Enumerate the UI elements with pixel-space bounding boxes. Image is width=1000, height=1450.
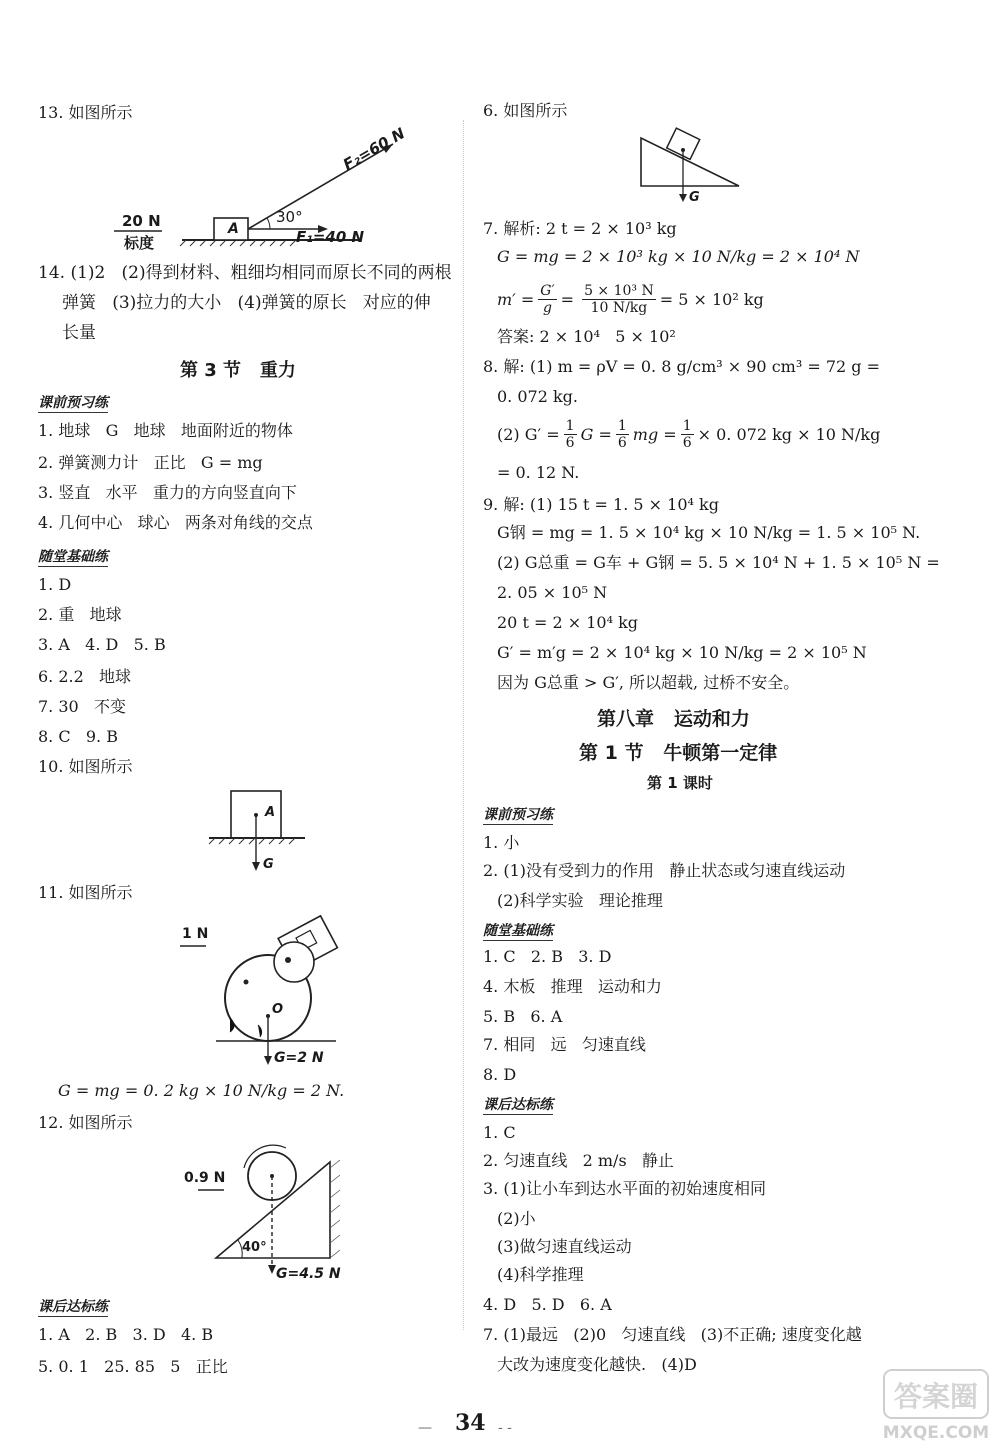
in-class-label: 随堂基础练 (38, 546, 108, 567)
fraction-b (616, 418, 629, 451)
watermark-logo (880, 1368, 992, 1444)
section-3-title: 第 3 节 重力 (180, 360, 296, 381)
r-answer-8-line3 (497, 412, 880, 456)
r-after-answer-7: 7. (1)最远 (2)0 匀速直线 (3)不正确; 速度变化越 (483, 1325, 862, 1344)
fraction-a-numerator: 1 (565, 417, 575, 434)
fraction-c-denominator: 6 (682, 434, 692, 451)
basic-answer-1: 1. D (38, 575, 72, 594)
r-answer-9-line1: 9. 解: (1) 15 t = 1. 5 × 10⁴ kg (483, 495, 719, 514)
pre-answer-1: 1. 地球 G 地球 地面附近的物体 (38, 421, 293, 440)
gravity-label: G (263, 857, 274, 872)
basic-answer-11: 11. 如图所示 (38, 883, 133, 902)
r-after-answer-3d: (4)科学推理 (497, 1265, 584, 1284)
r-answer-9-line2: G钢 = mg = 1. 5 × 10⁴ kg × 10 N/kg = 1. 5 × 10⁵ N. (497, 523, 921, 542)
lesson-title: 第 1 课时 (647, 774, 713, 792)
r-answer-8-line1: 8. 解: (1) m = ρV = 0. 8 g/cm³ × 90 cm³ = 72 g = (483, 357, 880, 376)
q14-line1: 14. (1)2 (2)得到材料、粗细均相同而原长不同的两根 (38, 263, 452, 283)
fraction-a (564, 418, 577, 451)
r-answer-9-line7: 因为 G总重 > G′, 所以超载, 过桥不安全。 (497, 673, 800, 692)
r-after-answer-3: 3. (1)让小车到达水平面的初始速度相同 (483, 1179, 767, 1198)
r-answer-7-line1: 7. 解析: 2 t = 2 × 10³ kg (483, 219, 677, 238)
formula-result: × 0. 072 kg × 10 N/kg (697, 424, 881, 444)
chapter-title: 第八章 运动和力 (597, 708, 750, 730)
figure-r6 (635, 124, 745, 208)
angle-label: 30° (276, 208, 303, 226)
gravity-label: G=4.5 N (276, 1266, 341, 1282)
r-answer-9-line4: 2. 05 × 10⁵ N (497, 583, 608, 602)
q14-line2: 弹簧 (3)拉力的大小 (4)弹簧的原长 对应的伸 (62, 293, 431, 313)
fraction-b-numerator: 1 (617, 417, 627, 434)
r-after-answer-2: 2. 匀速直线 2 m/s 静止 (483, 1151, 674, 1170)
formula-lhs: m′ = (497, 289, 535, 309)
gravity-label: G (689, 190, 700, 205)
formula-mid: G = (580, 424, 612, 444)
r-answer-6: 6. 如图所示 (483, 101, 568, 120)
r-answer-9-line3: (2) G总重 = G车 + G钢 = 5. 5 × 10⁴ N + 1. 5 × 10⁵ N = (497, 553, 940, 572)
in-class-label: 随堂基础练 (483, 920, 553, 941)
r-answer-7-line2: G = mg = 2 × 10³ kg × 10 N/kg = 2 × 10⁴ N (497, 247, 860, 266)
fraction-1-denominator: g (543, 299, 552, 316)
r-answer-7-line3: m′ = $\frac{G'}{g}$ = $\frac{\text{5 × 10³ N}}{10 N/kg}$ = 5 × 10² kg (497, 282, 764, 316)
r-pre-answer-1: 1. 小 (483, 833, 520, 852)
page-dash-left: — (418, 1420, 432, 1436)
fraction-1-numerator: G′ (540, 282, 555, 299)
r-after-answer-4-6: 4. D 5. D 6. A (483, 1295, 612, 1314)
basic-answer-8-9: 8. C 9. B (38, 727, 118, 746)
r-after-answer-1: 1. C (483, 1123, 516, 1142)
fraction-2 (582, 283, 656, 316)
fraction-2-denominator: 10 N/kg (590, 299, 648, 316)
column-divider (463, 120, 464, 1330)
r-answer-9-line5: 20 t = 2 × 10⁴ kg (497, 613, 639, 632)
q11-equation: G = mg = 0. 2 kg × 10 N/kg = 2 N. (58, 1081, 345, 1100)
formula-mid2: mg = (632, 424, 677, 444)
figure-q12 (180, 1138, 380, 1288)
r-pre-answer-2b: (2)科学实验 理论推理 (497, 891, 663, 910)
fraction-1 (538, 283, 556, 316)
pre-answer-2: 2. 弹簧测力计 正比 G = mg (38, 453, 263, 472)
r-after-answer-7b: 大改为速度变化越快. (4)D (497, 1355, 697, 1374)
scale-label: 1 N (182, 926, 209, 942)
scale-value: 20 N (122, 212, 161, 230)
fraction-c-numerator: 1 (682, 417, 692, 434)
figure-q13 (110, 124, 440, 258)
basic-answer-3-5: 3. A 4. D 5. B (38, 635, 166, 654)
angle-label: 40° (242, 1240, 267, 1255)
r-basic-answer-1-3: 1. C 2. B 3. D (483, 947, 612, 966)
block-label: A (265, 805, 276, 820)
svg-text:MXQE.COM: MXQE.COM (882, 1423, 990, 1443)
block-label: A (228, 221, 239, 237)
r-answer-8-line2: 0. 072 kg. (497, 387, 578, 406)
after-answer-1-4: 1. A 2. B 3. D 4. B (38, 1325, 214, 1344)
after-class-label: 课后达标练 (483, 1094, 553, 1115)
basic-answer-10: 10. 如图所示 (38, 757, 133, 776)
basic-answer-12: 12. 如图所示 (38, 1113, 133, 1132)
q14-line3: 长量 (62, 323, 96, 343)
pre-answer-4: 4. 几何中心 球心 两条对角线的交点 (38, 513, 313, 532)
basic-answer-7: 7. 30 不变 (38, 697, 126, 716)
fraction-b-denominator: 6 (617, 434, 627, 451)
r-basic-answer-5-6: 5. B 6. A (483, 1007, 563, 1026)
r-basic-answer-7: 7. 相同 远 匀速直线 (483, 1035, 646, 1054)
pre-class-label: 课前预习练 (38, 392, 108, 413)
gravity-label: G=2 N (274, 1050, 324, 1066)
r-answer-7-result: 答案: 2 × 10⁴ 5 × 10² (497, 327, 676, 346)
formula-lhs: (2) G′ = (497, 424, 560, 444)
r-after-answer-3b: (2)小 (497, 1209, 536, 1228)
section-1-title: 第 1 节 牛顿第一定律 (579, 742, 778, 764)
scale-label: 0.9 N (184, 1170, 226, 1186)
force-f2-label: F₂=60 N (340, 124, 408, 174)
scale-label: 标度 (124, 234, 155, 252)
after-answer-5: 5. 0. 1 25. 85 5 正比 (38, 1357, 228, 1376)
basic-answer-2: 2. 重 地球 (38, 605, 122, 624)
fraction-2-numerator: 5 × 10³ N (584, 282, 654, 299)
r-pre-answer-2: 2. (1)没有受到力的作用 静止状态或匀速直线运动 (483, 861, 846, 880)
after-class-label: 课后达标练 (38, 1296, 108, 1317)
fraction-a-denominator: 6 (565, 434, 575, 451)
fraction-c (681, 418, 694, 451)
figure-q11 (176, 910, 356, 1070)
pre-class-label: 课前预习练 (483, 804, 553, 825)
center-label: O (272, 1002, 284, 1017)
q13-heading: 13. 如图所示 (38, 103, 133, 122)
r-basic-answer-4: 4. 木板 推理 运动和力 (483, 977, 662, 996)
force-f1-label: F₁=40 N (296, 228, 365, 246)
r-answer-9-line6: G′ = m′g = 2 × 10⁴ kg × 10 N/kg = 2 × 10⁵ N (497, 643, 867, 662)
page-dash-right: - - (498, 1420, 512, 1436)
page-number: 34 (455, 1410, 486, 1436)
figure-q10 (205, 785, 315, 875)
r-answer-8-line4: = 0. 12 N. (497, 463, 580, 482)
svg-text:答案圈: 答案圈 (893, 1380, 979, 1413)
r-after-answer-3c: (3)做匀速直线运动 (497, 1237, 632, 1256)
pre-answer-3: 3. 竖直 水平 重力的方向竖直向下 (38, 483, 297, 502)
basic-answer-6: 6. 2.2 地球 (38, 667, 132, 686)
formula-result: = 5 × 10² kg (659, 289, 764, 309)
r-basic-answer-8: 8. D (483, 1065, 517, 1084)
